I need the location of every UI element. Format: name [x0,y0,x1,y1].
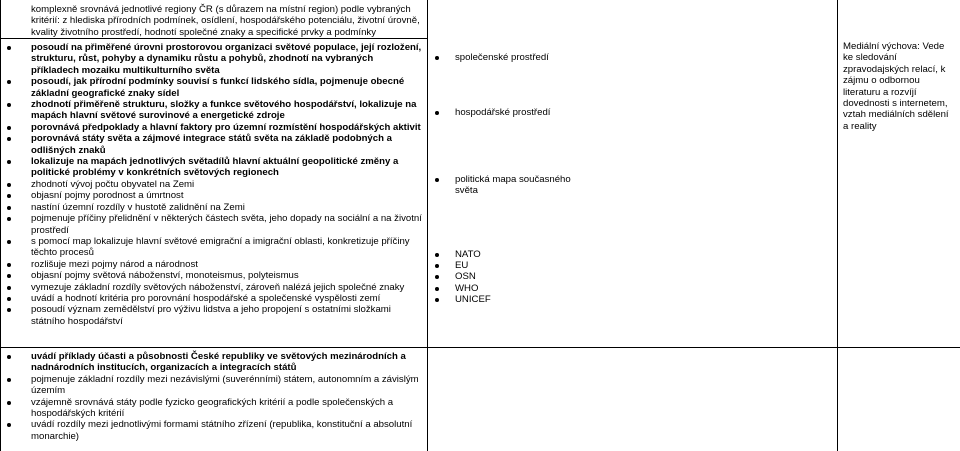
bullet-icon [435,56,439,60]
list-item-text: zhodnotí vývoj počtu obyvatel na Zemi [31,178,195,190]
bullet-icon [7,137,11,141]
bullet-icon [7,240,11,244]
list-item [31,419,423,442]
list-item [31,76,423,99]
list-item-text: lokalizuje na mapách jednotlivých světadílů hlavní aktuální geopolitické změny a politické problémy v konkrétních světových regionech [31,156,399,179]
bullet-icon [435,275,439,279]
list-item-text: objasní pojmy porodnost a úmrtnost [31,190,184,202]
bullet-icon [435,253,439,257]
column-divider-2 [837,0,838,451]
bullet-icon [7,194,11,198]
bullet-icon [7,308,11,312]
column-divider-1 [427,0,428,451]
list-item [31,202,423,213]
list-item: politická mapa současného světa [455,174,585,197]
outcomes-list [31,42,423,327]
list-item-text: posoudí význam zemědělství pro výživu lidstva a jeho propojení s ostatními složkami státního hospodářství [31,304,391,327]
intro-text: komplexně srovnává jednotlivé regiony ČR (s důrazem na místní region) podle vybraných kritérií: z hlediska přírodních podmínek, osídlení, hospodářského potenciálu, životní úrovně, kvality životního prostředí, hodnotí společné znaky a specifické prvky a podmínky [31,4,420,38]
list-item [31,213,423,236]
intro-cell [31,4,423,38]
list-item: WHO [455,283,615,294]
list-item [31,304,423,327]
list-item: NATO [455,249,615,260]
crosscut-text: Mediální výchova: Vede ke sledování zpravodajských relací, k zájmu o odbornou literaturu a rozvíjí dovednosti s internetem, vztah mediálních sdělení a reality [843,41,949,132]
bullet-icon [7,401,11,405]
bullet-icon [7,297,11,301]
crosscut-cell [843,41,955,132]
list-item-text: vzájemně srovnává státy podle fyzicko geografických kritérií a podle společenských a hospodářských kritérií [31,396,394,420]
list-item [31,351,423,374]
list-item [31,190,423,201]
list-item [31,397,423,420]
bullet-icon [435,264,439,268]
bullet-icon [7,206,11,210]
list-item-text: rozlišuje mezi pojmy národ a národnost [31,258,198,270]
list-item-text: uvádí příklady účasti a působnosti České republiky ve světových mezinárodních a nadnárodních institucích, organizacích a integracích států [31,351,406,374]
list-item-text: pojmenuje příčiny přelidnění v některých částech světa, jeho dopady na sociální a na životní prostředí [31,213,422,236]
list-item-text: porovnává státy světa a zájmové integrace států světa na základě podobných a odlišných znaků [31,133,392,156]
topics-list [455,52,615,306]
row-divider [0,347,960,348]
bullet-icon [7,263,11,267]
topics-cell [455,52,615,306]
table-border-left [0,0,1,451]
bullet-icon [7,378,11,382]
list-item-text: uvádí rozdíly mezi jednotlivými formami státního zřízení (republika, konstituční a absolutní monarchie) [31,419,413,442]
list-item-text: uvádí a hodnotí kritéria pro porovnání hospodářské a společenské vyspělosti zemí [31,292,381,304]
bullet-icon [7,286,11,290]
bullet-icon [435,178,439,182]
list-item: UNICEF [455,294,615,305]
list-item: EU [455,260,615,271]
bullet-icon [7,46,11,50]
bullet-icon [7,103,11,107]
list-item-text: vymezuje základní rozdíly světových náboženství, zároveň nalézá jejich společné znaky [31,281,405,293]
outcomes2-cell [31,351,423,442]
list-item [31,99,423,122]
bullet-icon [7,274,11,278]
list-item [31,282,423,293]
bullet-icon [7,423,11,427]
list-item [31,42,423,76]
list-item-text: nastíní územní rozdíly v hustotě zalidnění na Zemi [31,201,245,213]
bullet-icon [7,355,11,359]
list-item-text: pojmenuje základní rozdíly mezi nezávislými (suverénními) státem, autonomním a závislým územím [31,373,419,397]
bullet-icon [7,126,11,130]
list-item [31,259,423,270]
list-item-text: objasní pojmy světová náboženství, monoteismus, polyteismus [31,270,299,282]
bullet-icon [7,80,11,84]
list-item-text: posoudí na přiměřené úrovni prostorovou organizaci světové populace, její rozložení, strukturu, růst, pohyby a dynamiku růstu a pohybů, zhodnotí na vybraných příkladech mozaiku multikulturního světa [31,42,422,76]
bullet-icon [7,160,11,164]
bullet-icon [435,111,439,115]
list-item [31,236,423,259]
list-item [31,179,423,190]
outcomes-cell [31,42,423,327]
outcomes2-list [31,351,423,442]
list-item: společenské prostředí [455,52,615,63]
bullet-icon [7,183,11,187]
list-item [31,122,423,133]
list-item: OSN [455,271,615,282]
list-item-text: s pomocí map lokalizuje hlavní světové emigrační a imigrační oblasti, konkretizuje příčiny těchto procesů [31,235,410,259]
list-item [31,156,423,179]
list-item-text: porovnává předpoklady a hlavní faktory pro územní rozmístění hospodářských aktivit [31,121,421,133]
bullet-icon [435,287,439,291]
list-item [31,293,423,304]
list-item-text: zhodnotí přiměřeně strukturu, složky a funkce světového hospodářství, lokalizuje na mapách hlavní světové surovinové a energetické zdroje [31,99,417,122]
bullet-icon [7,217,11,221]
list-item-text: posoudí, jak přírodní podmínky souvisí s funkcí lidského sídla, pojmenuje obecné základní geografické znaky sídel [31,76,405,99]
bullet-icon [435,298,439,302]
list-item [31,133,423,156]
list-item [31,374,423,397]
list-item [31,270,423,281]
list-item: hospodářské prostředí [455,107,615,118]
